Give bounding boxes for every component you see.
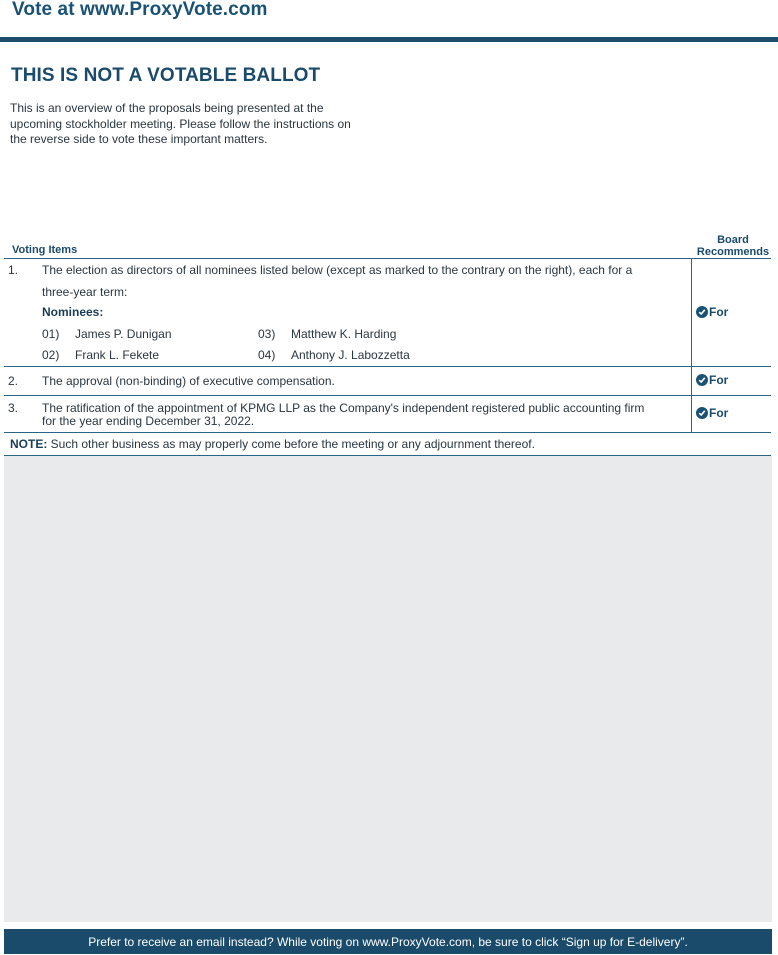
nominee-number: 03): [258, 327, 276, 341]
recommendation-label: For: [709, 406, 729, 420]
column-divider: [691, 366, 692, 395]
item-text: three-year term:: [42, 285, 128, 299]
nominee-name: Anthony J. Labozzetta: [291, 348, 410, 362]
note-text: Such other business as may properly come before the meeting or any adjournment thereof.: [47, 437, 535, 451]
note: [10, 437, 535, 451]
header-rule: [0, 37, 778, 42]
nominee-name: Matthew K. Harding: [291, 327, 397, 341]
voting-items-header: Voting Items: [12, 244, 78, 256]
intro-text: [10, 101, 390, 148]
intro-line: This is an overview of the proposals being presented at the: [10, 101, 324, 115]
item-text: The ratification of the appointment of KPMG LLP as the Company's independent registered public accounting firm: [42, 401, 645, 415]
check-circle-icon: [696, 306, 708, 318]
table-top-rule: [4, 258, 771, 259]
recommendation-badge: [696, 373, 728, 387]
row-divider: [4, 395, 771, 396]
footer-text: Prefer to receive an email instead? While voting on www.ProxyVote.com, be sure to click “Sign up for E-delivery”.: [88, 934, 688, 949]
column-divider: [691, 395, 692, 432]
intro-line: upcoming stockholder meeting. Please follow the instructions on: [10, 116, 351, 131]
item-text: The approval (non-binding) of executive compensation.: [42, 374, 335, 388]
recommendation-badge: [696, 406, 728, 420]
site-title: Vote at www.ProxyVote.com: [12, 0, 268, 20]
recommendation-label: For: [709, 373, 729, 387]
board-header-line2: Recommends: [696, 246, 770, 258]
footer-bar: [4, 929, 772, 954]
note-label: NOTE:: [10, 437, 48, 451]
blank-panel: [4, 456, 772, 922]
item-number: 2.: [8, 374, 19, 388]
nominees-label: Nominees:: [42, 305, 104, 319]
nominee-number: 01): [42, 327, 60, 341]
nominee-name: James P. Dunigan: [75, 327, 172, 341]
item-text: The election as directors of all nominees listed below (except as marked to the contrary on the right), each for a: [42, 263, 633, 277]
nominee-number: 04): [258, 348, 276, 362]
row-divider: [4, 366, 771, 367]
nominee-number: 02): [42, 348, 60, 362]
check-circle-icon: [696, 374, 708, 386]
board-header-line1: Board: [717, 234, 749, 246]
column-divider: [691, 258, 692, 366]
recommendation-badge: [696, 305, 728, 319]
board-recommends-header: [692, 234, 774, 258]
item-number: 3.: [8, 401, 19, 415]
nominee-name: Frank L. Fekete: [75, 348, 160, 362]
row-divider: [4, 432, 771, 433]
check-circle-icon: [696, 407, 708, 419]
ballot-headline: THIS IS NOT A VOTABLE BALLOT: [11, 65, 321, 86]
recommendation-label: For: [709, 305, 729, 319]
item-text: for the year ending December 31, 2022.: [42, 414, 255, 428]
intro-line: the reverse side to vote these important matters.: [10, 132, 268, 146]
item-number: 1.: [8, 263, 19, 277]
